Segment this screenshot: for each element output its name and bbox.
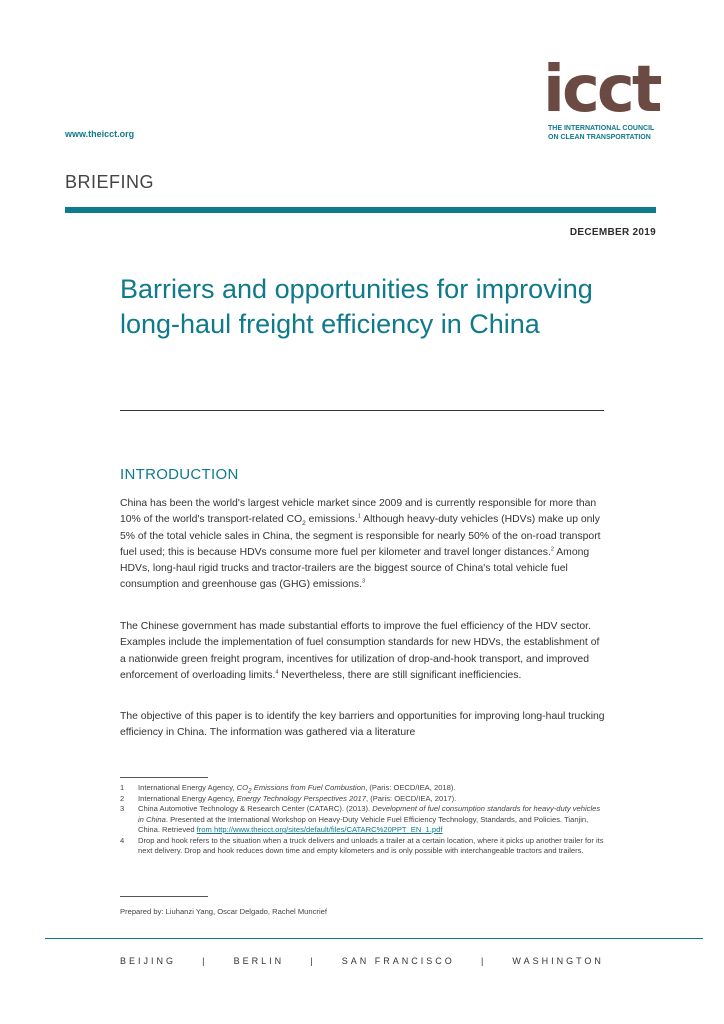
text-run: International Energy Agency,: [138, 783, 237, 792]
footnotes: [120, 783, 608, 857]
footer-cities: [120, 956, 604, 966]
footnote-2: [120, 794, 608, 805]
footnote-number: 3: [120, 804, 125, 813]
footer-separator: |: [202, 956, 208, 966]
text-run: Although heavy-duty vehicles (HDVs) make up only 5% of the total vehicle sales in China, the segment is responsible for nearly 50% of the on-road transport fuel used; this is because HDVs consume more fuel per kilometer and travel longer distances.: [120, 514, 601, 558]
footnote-4: [120, 836, 608, 857]
footer-divider: [45, 938, 703, 939]
footnote-ref[interactable]: 1: [357, 513, 361, 520]
prepared-divider: [120, 896, 208, 897]
city-washington: WASHINGTON: [512, 956, 604, 966]
icct-logo: icct: [543, 53, 660, 127]
paragraph-3: The objective of this paper is to identify the key barriers and opportunities for improving long-haul trucking efficiency in China. The information was gathered via a literature: [120, 711, 605, 739]
document-type: BRIEFING: [65, 172, 155, 192]
paragraph-2: [120, 619, 608, 684]
text-run: , (Paris: OECD/IEA, 2018).: [365, 783, 456, 792]
source-link[interactable]: from http://www.theicct.org/sites/default/files/CATARC%20PPT_EN_1.pdf: [196, 825, 443, 834]
website-link[interactable]: www.theicct.org: [65, 129, 135, 139]
city-beijing: BEIJING: [120, 956, 177, 966]
text-run: CO: [236, 783, 249, 792]
subscript: 2: [302, 520, 306, 528]
header-divider: [65, 207, 656, 213]
footnote-ref[interactable]: 3: [362, 579, 366, 586]
footnote-divider: [120, 777, 208, 778]
footnote-ref[interactable]: 2: [550, 546, 554, 553]
page-title: Barriers and opportunities for improving long-haul freight efficiency in China: [120, 274, 593, 339]
text-run: International Energy Agency,: [138, 793, 237, 803]
title-divider: [120, 410, 604, 411]
city-berlin: BERLIN: [233, 956, 285, 966]
footnote-number: 2: [120, 793, 125, 803]
city-san-francisco: SAN FRANCISCO: [341, 956, 455, 966]
text-run: China has been the world's largest vehicle market since 2009 and is currently responsible for more than 10% of the world's transport-related CO: [120, 498, 597, 526]
text-run: China Automotive Technology & Research Center (CATARC). (2013).: [138, 804, 373, 813]
subscript: 2: [248, 787, 252, 795]
logo-subtitle: THE INTERNATIONAL COUNCIL ON CLEAN TRANSPORTATION: [548, 125, 655, 141]
text-run: , (Paris: OECD/IEA, 2017).: [365, 793, 457, 803]
footnote-1: [120, 783, 608, 794]
section-heading: INTRODUCTION: [120, 466, 239, 483]
text-run: Development of fuel consumption standards for heavy-duty vehicles in China: [138, 804, 601, 824]
footnote-3: [120, 804, 608, 836]
prepared-by: Prepared by: Liuhanzi Yang, Oscar Delgado, Rachel Muncrief: [120, 907, 327, 916]
paragraph-1: [120, 496, 608, 594]
footnote-number: 4: [120, 835, 125, 845]
text-run: Drop and hook refers to the situation when a truck delivers and unloads a trailer at a certain location, where it picks up another trailer for its next delivery. Drop and hook reduces down time and empty kilometers and is only possible with interchangeable tractors and trailers.: [138, 835, 604, 855]
text-run: Emissions from Fuel Combustion: [251, 783, 366, 792]
text-run: Nevertheless, there are still significant inefficiencies.: [278, 669, 522, 681]
publication-date: DECEMBER 2019: [569, 227, 656, 238]
footnote-number: 1: [120, 783, 125, 792]
text-run: Energy Technology Perspectives 2017: [236, 793, 366, 803]
text-run: The Chinese government has made substantial efforts to improve the fuel efficiency of the HDV sector. Examples include the implementation of fuel consumption standards for new HDVs, the establishment of a nationwide green freight program, incentives for utilization of drop-and-hook transport, and improved enforcement of overloading limits.: [120, 621, 600, 681]
footnote-ref[interactable]: 4: [275, 669, 279, 676]
text-run: emissions.: [305, 514, 358, 526]
footer-separator: |: [480, 956, 487, 966]
text-run: . Presented at the International Workshop on Heavy-Duty Vehicle Fuel Efficiency Technology, Standards, and Policies. Tianjin, China. Retrieved: [138, 814, 589, 834]
text-run: Among HDVs, long-haul rigid trucks and tractor-trailers are the biggest source of China's total vehicle fuel consumption and greenhouse gas (GHG) emissions.: [120, 546, 590, 591]
footer-separator: |: [310, 956, 316, 966]
